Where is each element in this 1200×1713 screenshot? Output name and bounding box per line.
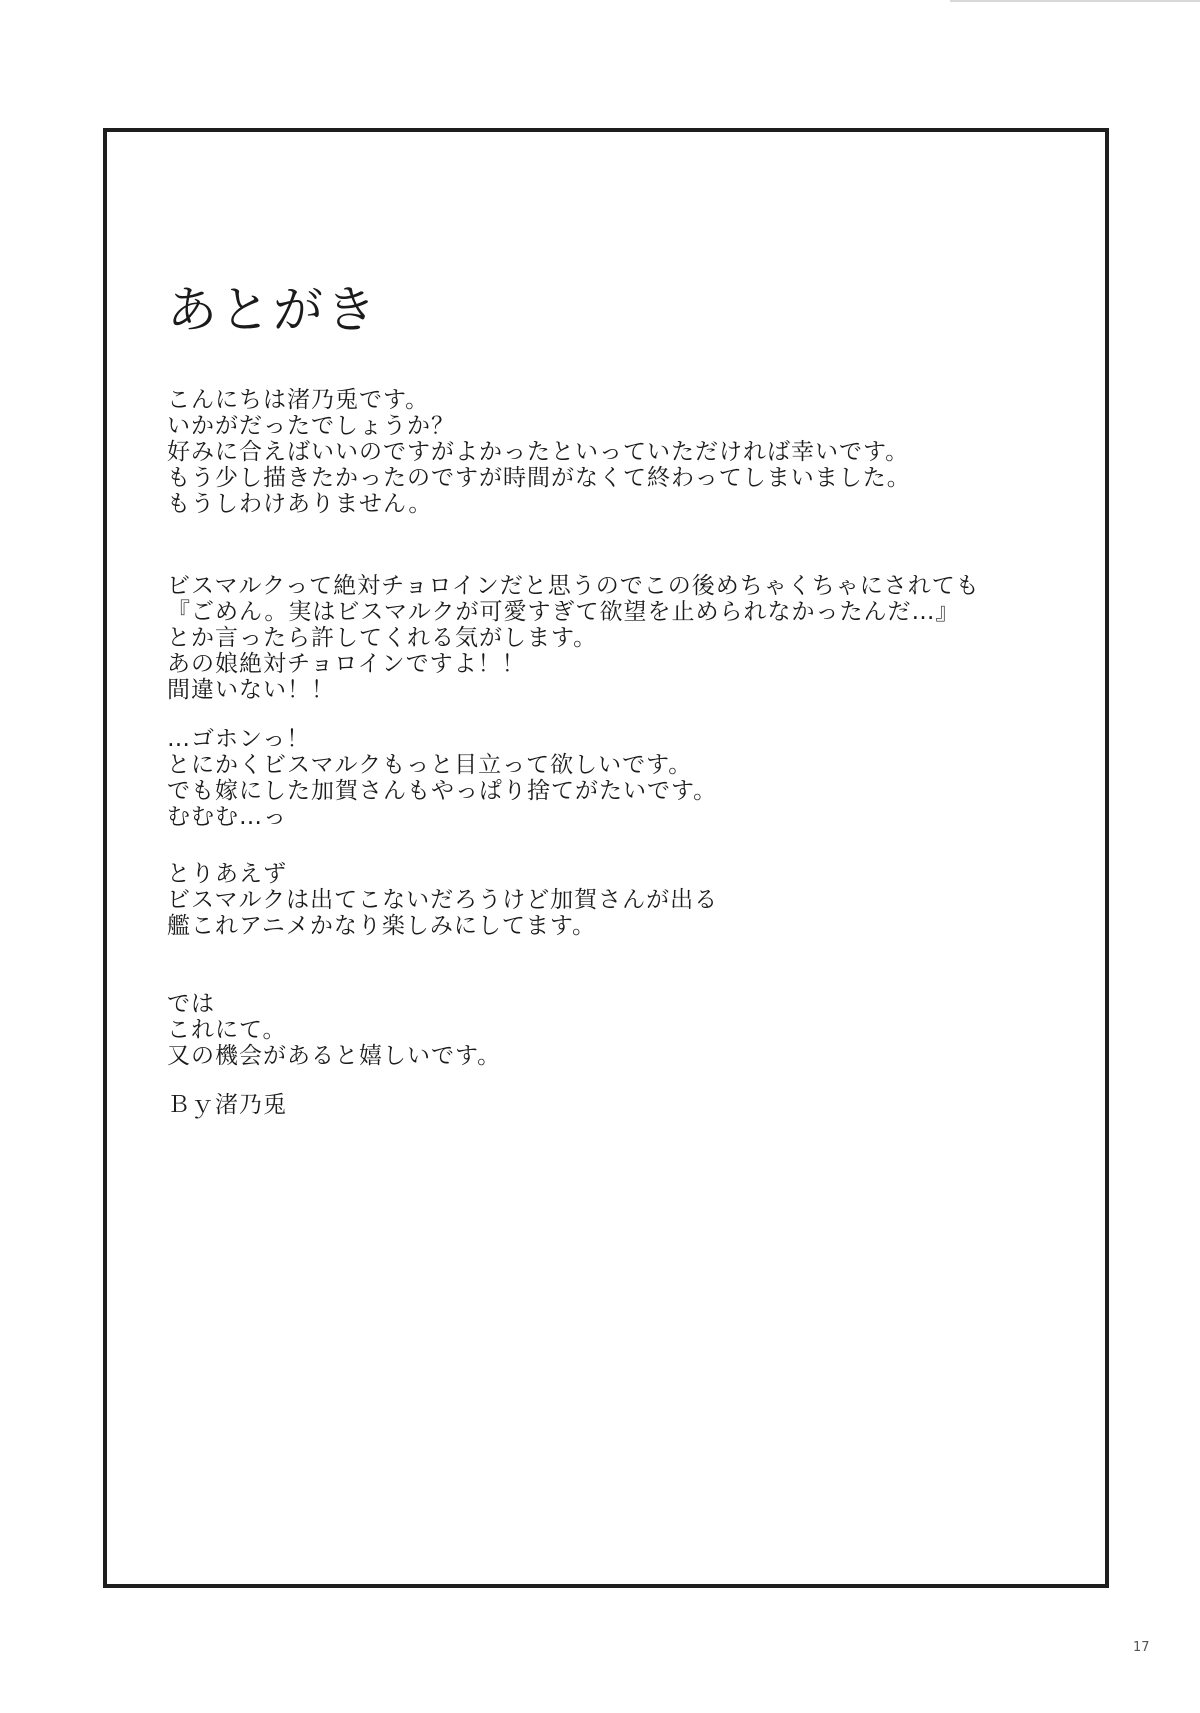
text-line: 間違いない！！ (167, 677, 335, 703)
afterword-heading: あとがき (167, 281, 379, 339)
text-line: これにて。 (167, 1017, 287, 1043)
text-line: 又の機会があると嬉しいです。 (167, 1043, 502, 1069)
text-line: とか言ったら許してくれる気がします。 (167, 625, 598, 651)
text-line: でも嫁にした加賀さんもやっぱり捨てがたいです。 (167, 778, 718, 804)
text-line: とりあえず (167, 861, 287, 887)
text-line: もう少し描きたかったのですが時間がなくて終わってしまいました。 (167, 465, 911, 491)
text-line: こんにちは渚乃兎です。 (167, 387, 430, 413)
text-line: ビスマルクは出てこないだろうけど加賀さんが出る (167, 887, 719, 913)
text-line: あの娘絶対チョロインですよ！！ (167, 651, 526, 677)
scan-edge-mark-top (950, 0, 1200, 2)
text-line: 『ごめん。実はビスマルクが可愛すぎて欲望を止められなかったんだ…』 (167, 599, 960, 625)
text-line: 艦これアニメかなり楽しみにしてます。 (167, 913, 597, 939)
text-line: むむむ…っ (167, 804, 287, 830)
page-frame (103, 128, 1109, 1588)
text-line: ビスマルクって絶対チョロインだと思うのでこの後めちゃくちゃにされても (167, 573, 980, 599)
text-line: いかがだったでしょうか？ (167, 413, 455, 439)
text-line: …ゴホンっ！ (167, 726, 311, 752)
page-number: 17 (1133, 1640, 1150, 1655)
text-line: では (167, 991, 215, 1017)
text-line: とにかくビスマルクもっと目立って欲しいです。 (167, 752, 693, 778)
text-line: 好みに合えばいいのですがよかったといっていただければ幸いです。 (167, 439, 910, 465)
author-signature: Ｂｙ渚乃兎 (167, 1092, 287, 1118)
text-line: もうしわけありません。 (167, 491, 433, 517)
